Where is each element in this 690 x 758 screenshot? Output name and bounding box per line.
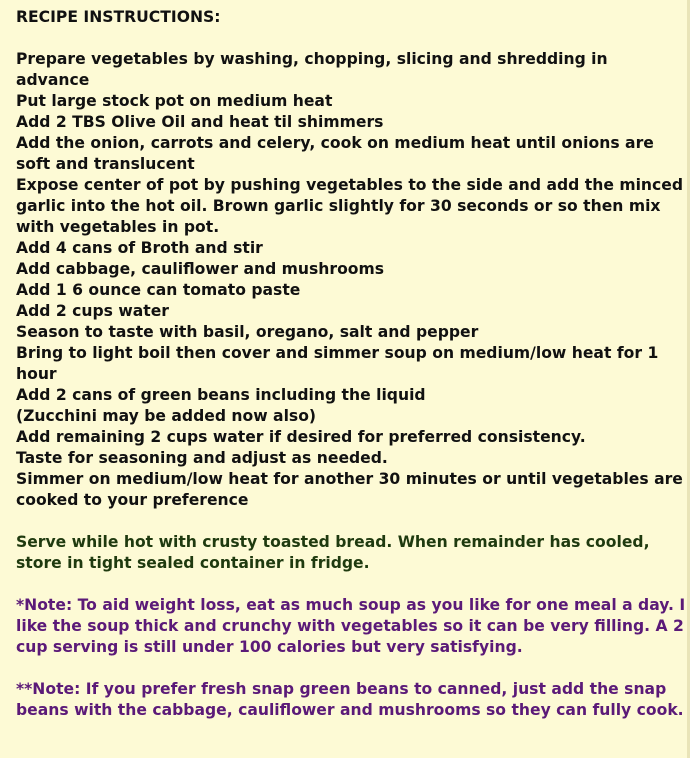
recipe-instructions bbox=[16, 7, 686, 721]
step-5: Expose center of pot by pushing vegetables to the side and add the minced garlic into the hot oil. Brown garlic slightly for 30 seconds or so then mix with vegetables in pot. bbox=[16, 176, 683, 236]
weight-loss-note: *Note: To aid weight loss, eat as much soup as you like for one meal a day. I like the soup thick and crunchy with vegetables so it can be very filling. A 2 cup serving is still under 100 calories but very satisfying. bbox=[16, 596, 686, 656]
step-4: Add the onion, carrots and celery, cook on medium heat until onions are soft and translucent bbox=[16, 134, 654, 173]
serving-suggestion: Serve while hot with crusty toasted bread. When remainder has cooled, store in tight sealed container in fridge. bbox=[16, 533, 650, 572]
step-15: Taste for seasoning and adjust as needed. bbox=[16, 449, 388, 467]
step-6: Add 4 cans of Broth and stir bbox=[16, 239, 263, 257]
step-3: Add 2 TBS Olive Oil and heat til shimmers bbox=[16, 113, 384, 131]
step-12: Add 2 cans of green beans including the liquid bbox=[16, 386, 426, 404]
snap-beans-note: **Note: If you prefer fresh snap green beans to canned, just add the snap beans with the cabbage, cauliflower and mushrooms so they can fully cook. bbox=[16, 680, 684, 719]
step-1: Prepare vegetables by washing, chopping, slicing and shredding in advance bbox=[16, 50, 608, 89]
step-9: Add 2 cups water bbox=[16, 302, 169, 320]
step-14: Add remaining 2 cups water if desired for preferred consistency. bbox=[16, 428, 586, 446]
step-7: Add cabbage, cauliflower and mushrooms bbox=[16, 260, 385, 278]
recipe-heading: RECIPE INSTRUCTIONS: bbox=[16, 8, 221, 26]
step-10: Season to taste with basil, oregano, salt and pepper bbox=[16, 323, 479, 341]
step-8: Add 1 6 ounce can tomato paste bbox=[16, 281, 301, 299]
step-16: Simmer on medium/low heat for another 30 minutes or until vegetables are cooked to your preference bbox=[16, 470, 683, 509]
instruction-steps bbox=[16, 49, 686, 511]
step-13: (Zucchini may be added now also) bbox=[16, 407, 317, 425]
step-11: Bring to light boil then cover and simmer soup on medium/low heat for 1 hour bbox=[16, 344, 659, 383]
step-2: Put large stock pot on medium heat bbox=[16, 92, 333, 110]
